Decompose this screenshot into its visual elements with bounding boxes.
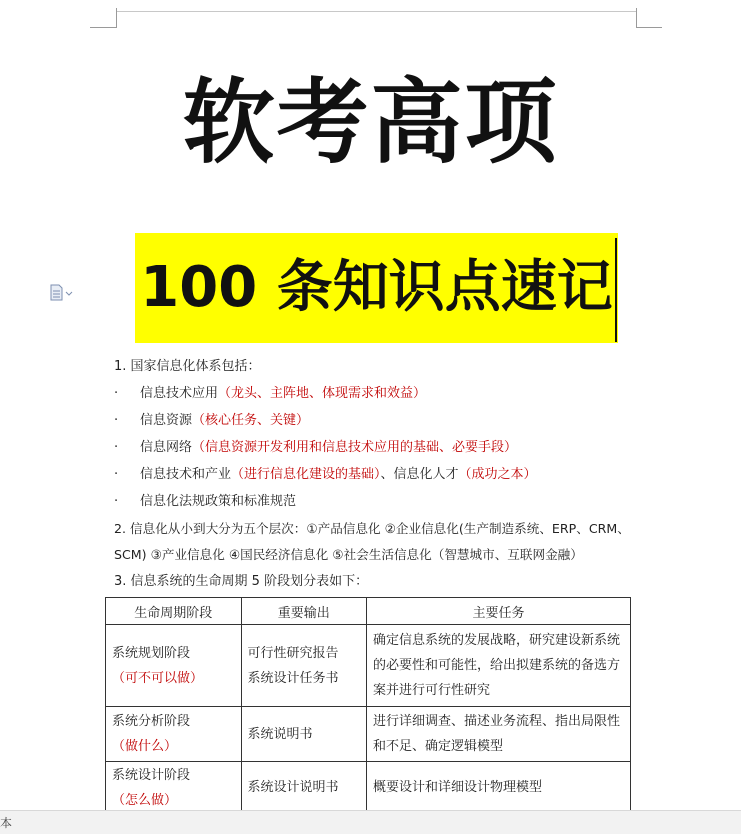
output-cell: 可行性研究报告 系统设计任务书 [241,625,366,707]
table-row [106,707,631,762]
bullet-marker: · [114,494,119,509]
table-row [106,762,631,814]
margin-corner-top-left-h [90,27,116,28]
point-1-bullet-5: 信息化法规政策和标准规范 [140,494,297,509]
point-1-bullet-2: 信息资源（核心任务、关键） [140,413,310,428]
margin-corner-top-right [636,8,637,28]
point-2-line-1: 2. 信息化从小到大分为五个层次：①产品信息化 ②企业信息化(生产制造系统、ERP、CRM、 [114,521,630,536]
table-row [106,625,631,707]
stage-cell: 系统设计阶段 （怎么做） [106,762,242,814]
output-cell: 系统设计说明书 [241,762,366,814]
header-margin-line [116,11,636,12]
point-2-line-2: SCM) ③产业信息化 ④国民经济信息化 ⑤社会生活信息化（智慧城市、互联网金融） [114,547,583,562]
table-header-cell: 重要输出 [241,598,366,625]
task-cell: 确定信息系统的发展战略，研究建设新系统 的必要性和可能性，给出拟建系统的备选方 案并进行可行性研究 [366,625,630,707]
table-header-cell: 生命周期阶段 [106,598,242,625]
point-1-bullet-3: 信息网络（信息资源开发利用和信息技术应用的基础、必要手段） [140,440,518,455]
stage-cell: 系统规划阶段 （可不可以做） [106,625,242,707]
point-1-bullet-4: 信息技术和产业（进行信息化建设的基础）、信息化人才（成功之本） [140,467,537,482]
stage-cell: 系统分析阶段 （做什么） [106,707,242,762]
bullet-marker: · [114,440,119,455]
margin-corner-top-left [116,8,117,28]
bullet-marker: · [114,413,119,428]
margin-corner-top-right-h [636,27,662,28]
banner-title[interactable]: 100 条知识点速记 [140,255,613,320]
text-cursor [615,238,617,342]
point-3-heading: 3. 信息系统的生命周期 5 阶段划分表如下： [114,574,369,589]
output-cell: 系统说明书 [241,707,366,762]
document-title: 软考高项 [182,69,559,176]
paragraph-document-icon[interactable] [49,284,73,302]
table-header-row [106,598,631,625]
status-bar-text: 本 [0,816,13,830]
status-bar [0,810,741,834]
point-1-bullet-1: 信息技术应用（龙头、主阵地、体现需求和效益） [140,386,427,401]
task-cell: 概要设计和详细设计物理模型 [366,762,630,814]
bullet-marker: · [114,386,119,401]
bullet-marker: · [114,467,119,482]
lifecycle-table [105,597,631,814]
point-1-heading: 1. 国家信息化体系包括： [114,359,261,374]
table-header-cell: 主要任务 [366,598,630,625]
task-cell: 进行详细调查、描述业务流程、指出局限性 和不足、确定逻辑模型 [366,707,630,762]
